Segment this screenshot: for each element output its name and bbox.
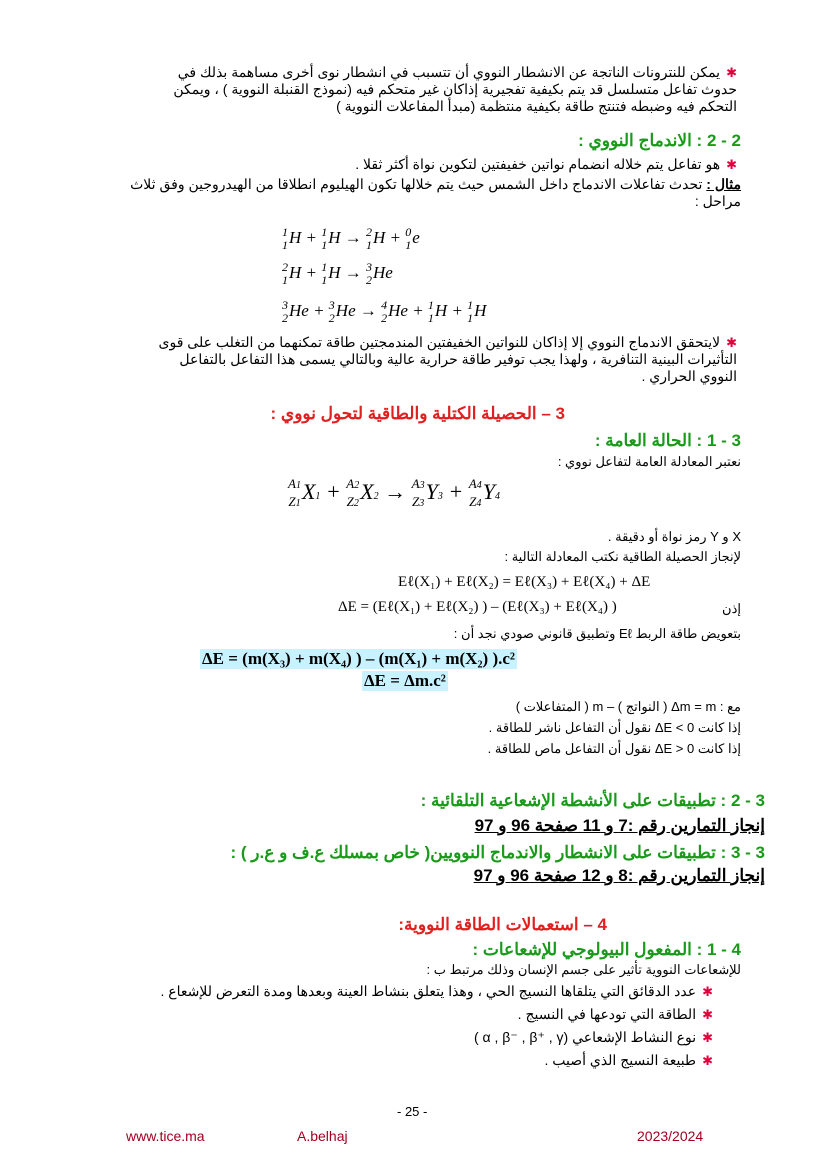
then-label: إذن xyxy=(722,601,741,616)
section-4-1-title: 4 - 1 : المفعول البيولوجي للإشعاعات : xyxy=(472,940,741,959)
section-3-1-title: 3 - 1 : الحالة العامة : xyxy=(594,431,741,450)
fission-note: ✱يمكن للنترونات الناتجة عن الانشطار النووي أن تتسبب في انشطار نوى أخرى مساهمة بذلك في حدوث تفاعل متسلسل قد يتم بكيفية تفجيرية إذاكان غير متحكم فيه (نموذج القنبلة النووية ) ، ويمكن التحكم فيه وضبطه فتنتج طاقة بكيفية منتظمة (مبدأ المفاعلات النووية ) xyxy=(173,64,737,114)
bullet-star-icon: ✱ xyxy=(702,1053,713,1068)
biological-factors-list xyxy=(53,980,713,1072)
fusion-equation-2: 2 1 H + 1 1 H → 3 2 He xyxy=(282,260,393,287)
mass-energy-equation: ΔE = (m(X₃) + m(X₄) ) – (m(X₁) + m(X₂) ).c² xyxy=(202,649,516,668)
mass-defect-definition: مع : Δm = m ( النواتج ) – m ( المتفاعلات ) xyxy=(515,699,741,714)
footer-year: 2023/2024 xyxy=(637,1128,704,1144)
general-equation-intro: نعتبر المعادلة العامة لتفاعل نووي : xyxy=(557,454,741,469)
fusion-condition: ✱لايتحقق الاندماج النووي إلا إذاكان للنواتين الخفيفتين المندمجتين طاقة تمكنهما من التغلب على قوى التأثيرات البينية التنافرية ، ولهذا يجب توفير طاقة حرارية عالية وبالتالي يسمى هذا التفاعل بالتفاعل النووي الحراري . xyxy=(158,334,737,384)
fusion-equation-1: 1 1 H + 1 1 H → 2 1 H + 0 1 e xyxy=(282,225,420,252)
bullet-star-icon: ✱ xyxy=(726,335,737,350)
substitution-note: بتعويض طاقة الربط Eℓ وتطبيق قانوني صودي نجد أن : xyxy=(453,626,741,641)
bullet-star-icon: ✱ xyxy=(726,65,737,80)
fusion-equation-3: 3 2 He + 3 2 He → 4 2 He + 1 1 H + 1 1 H xyxy=(282,298,487,325)
list-item: ✱الطاقة التي تودعها في النسيج . xyxy=(517,1006,713,1022)
section-3-2-title: 3 - 2 : تطبيقات على الأنشطة الإشعاعية التلقائية : xyxy=(420,791,765,810)
section-2-2-title: 2 - 2 : الاندماج النووي : xyxy=(578,131,741,150)
bullet-star-icon: ✱ xyxy=(702,1007,713,1022)
footer-site: www.tice.ma xyxy=(126,1128,205,1144)
section-3-title: 3 – الحصيلة الكتلية والطاقية لتحول نووي : xyxy=(270,404,565,423)
bullet-star-icon: ✱ xyxy=(702,1030,713,1045)
list-item: ✱طبيعة النسيج الذي أصيب . xyxy=(544,1052,713,1068)
bullet-star-icon: ✱ xyxy=(702,984,713,999)
example-label: مثال : xyxy=(706,176,741,192)
section-4-title: 4 – استعمالات الطاقة النووية: xyxy=(398,915,607,934)
footer-author: A.belhaj xyxy=(297,1128,348,1144)
section-3-3-title: 3 - 3 : تطبيقات على الانشطار والاندماج النوويين( خاص بمسلك ع.ف و ع.ر ) : xyxy=(230,843,765,862)
biological-effect-intro: للإشعاعات النووية تأثير على جسم الإنسان وذلك مرتبط ب : xyxy=(426,962,741,977)
exothermic-note: إذا كانت ΔE < 0 نقول أن التفاعل ناشر للطاقة . xyxy=(488,720,741,735)
energy-equation-1: Eℓ(X₁) + Eℓ(X₂) = Eℓ(X₃) + Eℓ(X₄) + ΔE xyxy=(398,574,651,590)
mass-defect-equation: ΔE = Δm.c² xyxy=(364,671,446,690)
endothermic-note: إذا كانت ΔE > 0 نقول أن التفاعل ماص للطاقة . xyxy=(487,741,741,756)
list-item: ✱عدد الدقائق التي يتلقاها النسيج الحي ، وهذا يتعلق بنشاط العينة وبعدها ومدة التعرض للإشعاع . xyxy=(160,983,713,999)
list-item: ✱نوع النشاط الإشعاعي (α , β⁻ , β⁺ , γ ) xyxy=(473,1029,713,1045)
exercises-3-2: إنجاز التمارين رقم :7 و 11 صفحة 96 و 97 xyxy=(474,816,765,835)
bullet-star-icon: ✱ xyxy=(726,157,737,172)
exercises-3-3: إنجاز التمارين رقم :8 و 12 صفحة 96 و 97 xyxy=(473,866,765,885)
general-nuclear-equation: A1 Z1 X1 + A2 Z2 X2 → A3 Z3 Y3 + A4 Z4 Y4 xyxy=(288,476,500,509)
energy-intro: لإنجاز الحصيلة الطاقية نكتب المعادلة التالية : xyxy=(504,549,741,564)
example-block: مثال : تحدث تفاعلات الاندماج داخل الشمس حيث يتم خلالها تكون الهيليوم انطلاقا من الهيدروجين وفق ثلاث مراحل : xyxy=(130,176,741,209)
energy-equation-2: ΔE = (Eℓ(X₁) + Eℓ(X₂) ) – (Eℓ(X₃) + Eℓ(X₄) ) xyxy=(338,599,617,615)
page-number: - 25 - xyxy=(397,1104,428,1119)
xy-note: X و Y رمز نواة أو دقيقة . xyxy=(607,529,741,544)
fusion-definition: ✱هو تفاعل يتم خلاله انضمام نواتين خفيفتين لتكوين نواة أكثر ثقلا . xyxy=(355,156,737,172)
